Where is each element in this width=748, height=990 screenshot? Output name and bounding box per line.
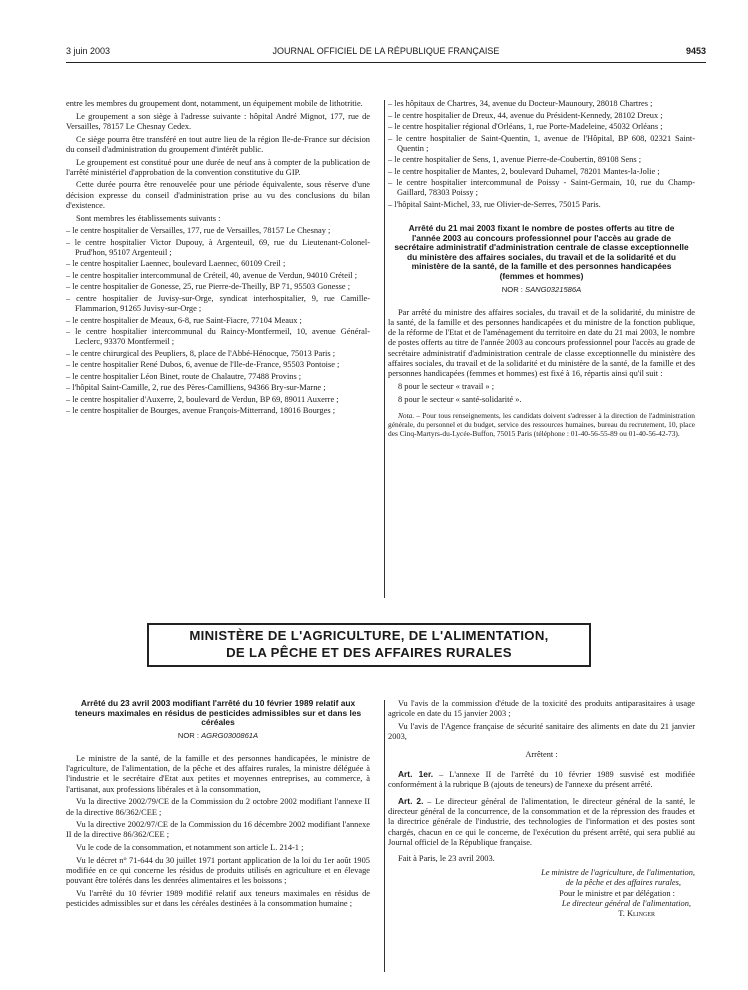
- list-item: – le centre hospitalier René Dubos, 6, avenue de l'Ile-de-France, 95503 Pontoise ;: [66, 360, 370, 370]
- list-item: – le centre hospitalier de Saint-Quentin, 1, avenue de l'Hôpital, BP 608, 02321 Saint-Quentin ;: [388, 134, 695, 154]
- bottom-column-divider: [384, 700, 385, 972]
- list-item: – le centre hospitalier de Gonesse, 25, rue Pierre-de-Theilly, BP 71, 95503 Gonesse ;: [66, 282, 370, 292]
- paragraph: Le ministre de la santé, de la famille et des personnes handicapées, le ministre de l'agriculture, de l'alimentation, de la pêche et des affaires rurales, la ministre déléguée à l'industrie et le secrétaire d'Etat aux petites et moyennes entreprises, au commerce, à l'artisanat, aux professions libérales et à la consommation,: [66, 753, 370, 794]
- list-item: – le centre hospitalier intercommunal du Raincy-Montfermeil, 10, avenue Général-Leclerc, 93370 Montfermeil ;: [66, 327, 370, 347]
- paragraph: Le groupement est constitué pour une durée de neuf ans à compter de la publication de l'arrêté ministériel d'approbation de la convention constitutive du GIP.: [66, 157, 370, 177]
- list-item: – le centre hospitalier de Dreux, 44, avenue du Président-Kennedy, 28102 Dreux ;: [388, 111, 695, 121]
- paragraph: Vu la directive 2002/97/CE de la Commission du 16 décembre 2002 modifiant l'annexe II de la directive 86/362/CEE ;: [66, 820, 370, 840]
- article-label: Art. 2.: [398, 795, 424, 806]
- list-item: – le centre chirurgical des Peupliers, 8, place de l'Abbé-Hénocque, 75013 Paris ;: [66, 349, 370, 359]
- nor-reference: [388, 285, 695, 295]
- list-item: – le centre hospitalier d'Auxerre, 2, boulevard de Verdun, BP 69, 89011 Auxerre ;: [66, 395, 370, 405]
- article-label: Art. 1er.: [398, 768, 434, 779]
- journal-title: JOURNAL OFFICIEL DE LA RÉPUBLIQUE FRANÇAISE: [272, 46, 500, 56]
- members-list-continued: [388, 99, 695, 210]
- page-header: [66, 46, 706, 60]
- list-item: – le centre hospitalier Victor Dupouy, à Argenteuil, 69, rue du Lieutenant-Colonel-Prud'hon, 95107 Argenteuil ;: [66, 238, 370, 258]
- paragraph: entre les membres du groupement dont, notamment, un équipement mobile de lithotritie.: [66, 99, 363, 108]
- list-item: – le centre hospitalier de Versailles, 177, rue de Versailles, 78157 Le Chesnay ;: [66, 226, 370, 236]
- list-item: – le centre hospitalier Léon Binet, route de Chalautre, 77488 Provins ;: [66, 372, 370, 382]
- ministry-banner: [147, 623, 591, 667]
- list-item: – le centre hospitalier de Mantes, 2, boulevard Duhamel, 78201 Mantes-la-Jolie ;: [388, 167, 695, 177]
- article-text: – L'annexe II de l'arrêté du 10 février 1989 susvisé est modifiée conformément à la rubrique B (ajouts de teneurs) de l'annexe du présent arrêté.: [388, 769, 695, 789]
- post-allocation: 8 pour le secteur « travail » ;: [398, 381, 495, 391]
- paragraph: Vu la directive 2002/79/CE de la Commission du 2 octobre 2002 modifiant l'annexe II de la directive 86/362/CEE ;: [66, 797, 370, 817]
- paragraph: Vu le code de la consommation, et notamment son article L. 214-1 ;: [76, 843, 304, 853]
- header-rule: [66, 62, 706, 63]
- paragraph: Sont membres les établissements suivants :: [76, 213, 221, 223]
- signatory-name: T. Klinger: [618, 908, 655, 918]
- list-item: – les hôpitaux de Chartres, 34, avenue du Docteur-Maunoury, 28018 Chartres ;: [388, 99, 695, 109]
- bottom-right-column: [388, 699, 695, 919]
- nor-reference: [66, 731, 370, 741]
- paragraph: Ce siège pourra être transféré en tout autre lieu de la région Ile-de-France sur décision du conseil d'administration du groupement d'intérêt public.: [66, 134, 370, 154]
- done-at: Fait à Paris, le 23 avril 2003.: [398, 853, 495, 863]
- list-item: – le centre hospitalier de Sens, 1, avenue Pierre-de-Coubertin, 89108 Sens ;: [388, 155, 695, 165]
- nor-label: NOR :: [177, 730, 199, 740]
- signature-line: Le ministre de l'agriculture, de l'alimentation,: [541, 868, 695, 878]
- list-item: – le centre hospitalier intercommunal de Poissy - Saint-Germain, 10, rue du Champ-Gaillard, 78303 Poissy ;: [388, 178, 695, 198]
- paragraph: Cette durée pourra être renouvelée pour une période équivalente, sous réserve d'une décision expresse du conseil d'administration prise au vu des conclusions du bilan d'existence.: [66, 180, 370, 210]
- ministry-line: DE LA PÊCHE ET DES AFFAIRES RURALES: [226, 645, 512, 660]
- nor-code: SANG0321586A: [525, 284, 582, 294]
- top-right-column: [388, 99, 695, 440]
- list-item: – le centre hospitalier intercommunal de Créteil, 40, avenue de Verdun, 94010 Créteil ;: [66, 271, 370, 281]
- nor-label: NOR :: [501, 284, 523, 294]
- paragraph: Le groupement a son siège à l'adresse suivante : hôpital André Mignot, 177, rue de Versailles, 78157 Le Chesnay Cedex.: [66, 111, 370, 131]
- arrete-body: Par arrêté du ministre des affaires sociales, du travail et de la solidarité, du ministre de la santé, de la famille et des personnes handicapées et du ministre de la fonction publique, de la réforme de l'Etat et de l'aménagement du territoire en date du 21 mai 2003, le nombre de postes offerts au titre de l'année 2003 au concours professionnel pour l'accès au grade de secrétaire administratif d'administration centrale de classe exceptionnelle du ministère des affaires sociales, du travail et de la solidarité et du ministère de la santé, de la famille et des personnes handicapées (femmes et hommes) est fixé à 16, répartis ainsi qu'il suit :: [388, 307, 695, 379]
- arrete-title: Arrêté du 21 mai 2003 fixant le nombre de postes offerts au titre de l'année 2003 au concours professionnel pour l'accès au grade de secrétaire administratif d'administration centrale de classe exceptionnelle du ministère des affaires sociales, du travail et de la solidarité et du ministère de la santé, de la famille et des personnes handicapées (femmes et hommes): [394, 223, 689, 282]
- note-text: – Pour tous renseignements, les candidats doivent s'adresser à la direction de l'administration générale, du personnel et du budget, service des ressources humaines, bureau du recrutement, 10, place des Cinq-Martyrs-du-Lycée-Buffon, 75015 Paris (téléphone : 01-40-56-55-89 ou 01-40-56-42-73).: [388, 410, 695, 438]
- note-block: [388, 411, 695, 438]
- bottom-left-column: [66, 699, 370, 912]
- list-item: – l'hôpital Saint-Camille, 2, rue des Pères-Camilliens, 94366 Bry-sur-Marne ;: [66, 383, 370, 393]
- ministry-line: MINISTÈRE DE L'AGRICULTURE, DE L'ALIMENTATION,: [189, 628, 549, 643]
- list-item: – le centre hospitalier Laennec, boulevard Laennec, 60109 Creil ;: [66, 259, 370, 269]
- paragraph: Vu l'arrêté du 10 février 1989 modifié relatif aux teneurs maximales en résidus de pesticides admissibles sur et dans les céréales destinées à la consommation humaine ;: [66, 888, 370, 909]
- list-item: – le centre hospitalier de Meaux, 6-8, rue Saint-Fiacre, 77104 Meaux ;: [66, 316, 370, 326]
- arretent: Arrêtent :: [525, 750, 558, 760]
- list-item: – l'hôpital Saint-Michel, 33, rue Olivier-de-Serres, 75015 Paris.: [388, 200, 695, 210]
- post-allocation: 8 pour le secteur « santé-solidarité ».: [398, 394, 522, 404]
- signature-line: de la pêche et des affaires rurales,: [565, 878, 681, 888]
- page-number: 9453: [685, 46, 706, 56]
- top-left-column: [66, 99, 370, 418]
- note-label: Nota.: [398, 410, 415, 420]
- nor-code: AGRG0300861A: [201, 730, 259, 740]
- list-item: – centre hospitalier de Juvisy-sur-Orge, syndicat interhospitalier, 9, rue Camille-Flammarion, 91265 Juvisy-sur-Orge ;: [66, 294, 370, 314]
- signature-line: Pour le ministre et par délégation :: [559, 888, 675, 898]
- paragraph: Vu le décret n° 71-644 du 30 juillet 1971 portant application de la loi du 1er août 1905 modifiée en ce qui concerne les résidus de produits utilisés en agriculture et en élevage pouvant être tolérés dans les denrées alimentaires et les boissons ;: [66, 855, 370, 886]
- paragraph: Vu l'avis de la commission d'étude de la toxicité des produits antiparasitaires à usage agricole en date du 15 janvier 2003 ;: [388, 699, 695, 719]
- article-text: – Le directeur général de l'alimentation, le directeur général de la santé, le directeur général de la concurrence, de la consommation et de la répression des fraudes et la directrice générale de l'industrie, des technologies de l'information et des postes sont chargés, chacun en ce qui le concerne, de l'exécution du présent arrêté, qui sera publié au Journal officiel de la République française.: [388, 796, 695, 847]
- top-column-divider: [384, 100, 385, 598]
- paragraph: Vu l'avis de l'Agence française de sécurité sanitaire des aliments en date du 21 janvier 2003,: [388, 721, 695, 742]
- list-item: – le centre hospitalier de Bourges, avenue François-Mitterrand, 18016 Bourges ;: [66, 406, 370, 416]
- list-item: – le centre hospitalier régional d'Orléans, 1, rue Porte-Madeleine, 45032 Orléans ;: [388, 122, 695, 132]
- members-list: [66, 226, 370, 416]
- arrete-title: Arrêté du 23 avril 2003 modifiant l'arrêté du 10 février 1989 relatif aux teneurs maximales en résidus de pesticides admissibles sur et dans les céréales: [74, 698, 362, 728]
- signature-line: Le directeur général de l'alimentation,: [561, 898, 691, 908]
- header-date: 3 juin 2003: [66, 46, 111, 56]
